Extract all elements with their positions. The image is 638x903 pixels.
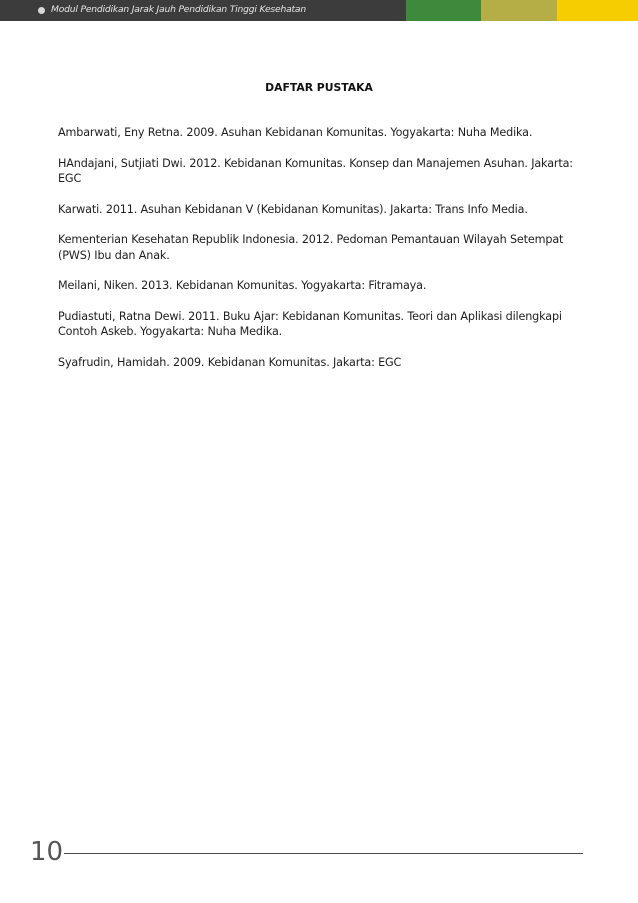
reference-item: HAndajani, Sutjiati Dwi. 2012. Kebidanan Komunitas. Konsep dan Manajemen Asuhan. Jakarta: EGC — [58, 156, 573, 185]
reference-item: Pudiastuti, Ratna Dewi. 2011. Buku Ajar: Kebidanan Komunitas. Teori dan Aplikasi dilengkapi Contoh Askeb. Yogyakarta: Nuha Medika. — [58, 309, 562, 338]
header-title-block — [0, 0, 406, 21]
section-title: DAFTAR PUSTAKA — [265, 81, 373, 94]
reference-item: Meilani, Niken. 2013. Kebidanan Komunitas. Yogyakarta: Fitramaya. — [58, 279, 427, 292]
reference-item: Kementerian Kesehatan Republik Indonesia. 2012. Pedoman Pemantauan Wilayah Setempat (PWS) Ibu dan Anak. — [58, 233, 564, 262]
header-bar — [0, 0, 638, 21]
reference-item: Karwati. 2011. Asuhan Kebidanan V (Kebidanan Komunitas). Jakarta: Trans Info Media. — [58, 202, 528, 216]
reference-item: Syafrudin, Hamidah. 2009. Kebidanan Komunitas. Jakarta: EGC — [58, 355, 402, 369]
bullet-icon — [38, 7, 45, 14]
header-color-block-green — [406, 0, 481, 21]
reference-item: Ambarwati, Eny Retna. 2009. Asuhan Kebidanan Komunitas. Yogyakarta: Nuha Medika. — [58, 126, 533, 139]
page-number: 10 — [30, 837, 64, 867]
header-title: Modul Pendidikan Jarak Jauh Pendidikan Tinggi Kesehatan — [51, 4, 306, 15]
footer-divider — [64, 853, 583, 854]
header-color-block-olive — [481, 0, 557, 21]
header-color-block-yellow — [557, 0, 638, 21]
reference-list — [58, 125, 593, 385]
